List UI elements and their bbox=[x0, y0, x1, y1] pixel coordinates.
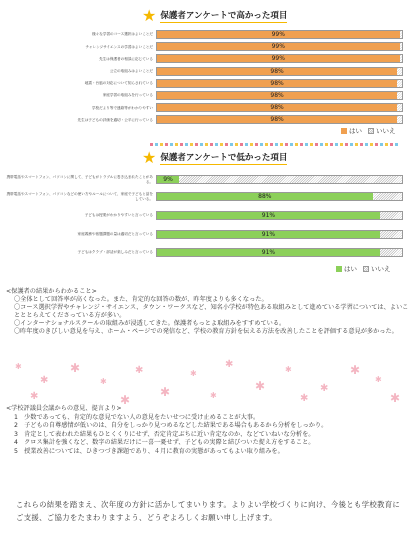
chart-row bbox=[6, 54, 403, 63]
category-label: 携帯電話やスマートフォン、パソコンなどの使い方やルールについて、家庭で子どもと話をしている。 bbox=[6, 192, 153, 201]
chart-row bbox=[6, 248, 403, 257]
bar-track bbox=[156, 103, 403, 112]
flower-icon: ✱ bbox=[40, 375, 49, 386]
value-label: 88% bbox=[258, 193, 272, 200]
yes-bar bbox=[157, 212, 380, 219]
chart-row bbox=[6, 91, 403, 100]
low-title-text: 保護者アンケートで低かった項目 bbox=[160, 153, 288, 163]
yes-bar bbox=[157, 55, 400, 62]
value-label: 91% bbox=[261, 212, 276, 219]
bar-track bbox=[156, 192, 403, 201]
flower-icon: ✱ bbox=[320, 383, 329, 394]
category-label: 公立の取組みはよいことだ bbox=[109, 68, 153, 73]
bar-track bbox=[156, 175, 403, 184]
flower-icon: ✱ bbox=[285, 365, 292, 374]
category-label: 携帯電話やスマートフォン、パソコンに関して、子どもがトラブルに巻き込まれたことがある。 bbox=[6, 175, 153, 184]
flower-icon: ✱ bbox=[350, 363, 361, 377]
chart-row bbox=[6, 230, 403, 239]
legend-no-label: いいえ bbox=[376, 127, 396, 135]
flower-icon: ✱ bbox=[190, 369, 197, 378]
flower-icon: ✱ bbox=[100, 377, 107, 386]
summary-item: 〇インターナショナルスクールの取組みが浸透してきた。保護者もっとよ取組みをすすめている。 bbox=[14, 320, 286, 327]
category-label: 家庭学習の取組みを行っている bbox=[102, 93, 153, 98]
yes-bar bbox=[157, 92, 397, 99]
value-label: 91% bbox=[261, 249, 276, 256]
flower-icon: ✱ bbox=[30, 391, 39, 402]
flower-icon: ✱ bbox=[375, 375, 382, 384]
category-label: 地震・台風の対応について知らされている bbox=[84, 81, 153, 86]
summary-item: 〇コース選択学習やチャレンジ・サイエンス、タウン・ワークスなど、知名小学校が特色ある取組みとして進めている学習については、よいことととらえてくださっている方が多い。 bbox=[14, 304, 409, 319]
yes-bar bbox=[157, 31, 400, 38]
summary-item: 〇昨年度のきびしい意見を与え、ホーム・ページでの発信など、学校の教育方針を伝える方法を改善したことを評価する意見が多かった。 bbox=[14, 328, 398, 335]
value-label: 98% bbox=[270, 104, 284, 112]
legend-yes-swatch bbox=[341, 128, 347, 134]
category-label: チャレンジサイエンスの学習はよいことだ bbox=[85, 44, 153, 49]
bar-track bbox=[156, 67, 403, 76]
flower-icon: ✱ bbox=[255, 379, 266, 393]
bar-track bbox=[156, 30, 403, 39]
flower-icon: ✱ bbox=[210, 391, 217, 400]
legend-yes-label: はい bbox=[344, 265, 357, 273]
high-legend bbox=[335, 126, 396, 135]
value-label: 99% bbox=[271, 31, 285, 38]
summary-heading: <保護者の結果からわかること> bbox=[6, 288, 97, 295]
yes-bar bbox=[157, 116, 397, 123]
legend-no-swatch bbox=[363, 266, 369, 272]
high-section-title bbox=[142, 8, 287, 24]
value-label: 98% bbox=[270, 92, 284, 99]
yes-bar bbox=[157, 80, 397, 87]
bar-track bbox=[156, 42, 403, 51]
bar-track bbox=[156, 79, 403, 88]
star-icon: ★ bbox=[142, 148, 157, 167]
bar-track bbox=[156, 211, 403, 220]
chart-row bbox=[6, 67, 403, 76]
flower-icon: ✱ bbox=[160, 385, 171, 399]
low-items-chart bbox=[6, 172, 416, 262]
opinion-item: 4 クロス集計を強くなど、数字の結果だけに一喜一憂せず、子どもの実際と結びついた捉え方をすること。 bbox=[14, 439, 315, 446]
flower-icon: ✱ bbox=[15, 362, 22, 371]
decorative-divider bbox=[150, 143, 400, 146]
category-label: 様々な学習のコース選択はよいことだ bbox=[92, 32, 153, 37]
value-label: 98% bbox=[270, 67, 284, 75]
bar-track bbox=[156, 230, 403, 239]
category-label: 先生は保護者の相談に応じている bbox=[99, 56, 153, 61]
category-label: 先生は子どもの評価を適切・公平に行っている bbox=[77, 117, 153, 122]
flower-icon: ✱ bbox=[390, 391, 401, 405]
opinion-item: 1 少数であっても、肯定的な意見でない人の意見をたいせつに受け止めることが大事。 bbox=[14, 413, 260, 421]
category-label: 子どもはクラブ・部活が楽しみだと言っている bbox=[77, 250, 153, 255]
yes-bar bbox=[157, 176, 179, 183]
value-label: 91% bbox=[261, 231, 276, 238]
value-label: 99% bbox=[271, 55, 285, 63]
flower-icon: ✱ bbox=[135, 365, 144, 376]
high-title-text: 保護者アンケートで高かった項目 bbox=[160, 11, 288, 21]
star-icon: ★ bbox=[142, 6, 157, 25]
bar-track bbox=[156, 91, 403, 100]
value-label: 99% bbox=[271, 43, 285, 51]
flower-icon: ✱ bbox=[300, 393, 309, 404]
yes-bar bbox=[157, 104, 397, 111]
yes-bar bbox=[157, 249, 380, 256]
yes-bar bbox=[157, 43, 400, 50]
chart-row bbox=[6, 192, 403, 201]
yes-bar bbox=[157, 193, 373, 200]
chart-row bbox=[6, 103, 403, 112]
high-items-chart bbox=[6, 30, 416, 130]
category-label: 家庭義務や宿題課題の量は適切だと言っている bbox=[77, 232, 153, 237]
yes-bar bbox=[157, 231, 380, 238]
chart-row bbox=[6, 175, 403, 184]
chart-row bbox=[6, 79, 403, 88]
opinion-item: 3 肯定として表われた結果もひとくくりにせず、否定肯定ぶちに近い肯定なのか、などていねいな分析を。 bbox=[14, 430, 315, 438]
closing-paragraph: これらの結果を踏まえ、次年度の方針に活かしてまいります。よりよい学校づくりに向け、今後とも学校教育にご支援、ご協力をたまわりますよう、どうぞよろしくお願い申し上げます。 bbox=[16, 500, 401, 522]
opinions-heading: <学校評議員会議からの意見、提言より> bbox=[6, 405, 122, 412]
legend-yes-label: はい bbox=[349, 127, 362, 135]
category-label: 学校だより等で連絡等がわかりやすい bbox=[91, 105, 153, 110]
flower-icon: ✱ bbox=[120, 393, 131, 407]
flower-icon: ✱ bbox=[70, 361, 81, 375]
low-legend bbox=[330, 264, 391, 273]
chart-row bbox=[6, 30, 403, 39]
council-opinions bbox=[6, 405, 410, 456]
flower-icon: ✱ bbox=[225, 359, 234, 370]
opinion-item: 5 授業改善については、ひきつづき課題であり、４月に教育の実態があってもよい取り組みを。 bbox=[14, 447, 284, 455]
value-label: 98% bbox=[270, 116, 284, 124]
chart-row bbox=[6, 211, 403, 220]
yes-bar bbox=[157, 68, 397, 75]
parent-results-summary bbox=[6, 288, 410, 336]
bar-track bbox=[156, 248, 403, 257]
low-section-title bbox=[142, 150, 287, 166]
value-label: 98% bbox=[270, 79, 284, 87]
opinion-item: 2 子どもの自尊感情が低いのは、自分をしっかり見つめるなどした結果である場合もあるから分析をしっかり。 bbox=[14, 422, 328, 429]
legend-no-swatch bbox=[368, 128, 374, 134]
bar-track bbox=[156, 54, 403, 63]
summary-item: 〇全体として回答率が高くなった。また、肯定的な回答の数が、昨年度よりも多くなった。 bbox=[14, 296, 268, 303]
chart-row bbox=[6, 42, 403, 51]
bar-track bbox=[156, 115, 403, 124]
category-label: 子どもは授業がわかりやすいと言っている bbox=[84, 213, 153, 218]
legend-yes-swatch bbox=[336, 266, 342, 272]
flower-decoration bbox=[10, 357, 410, 407]
value-label: 9% bbox=[163, 176, 173, 183]
chart-row bbox=[6, 115, 403, 124]
legend-no-label: いいえ bbox=[371, 265, 391, 273]
